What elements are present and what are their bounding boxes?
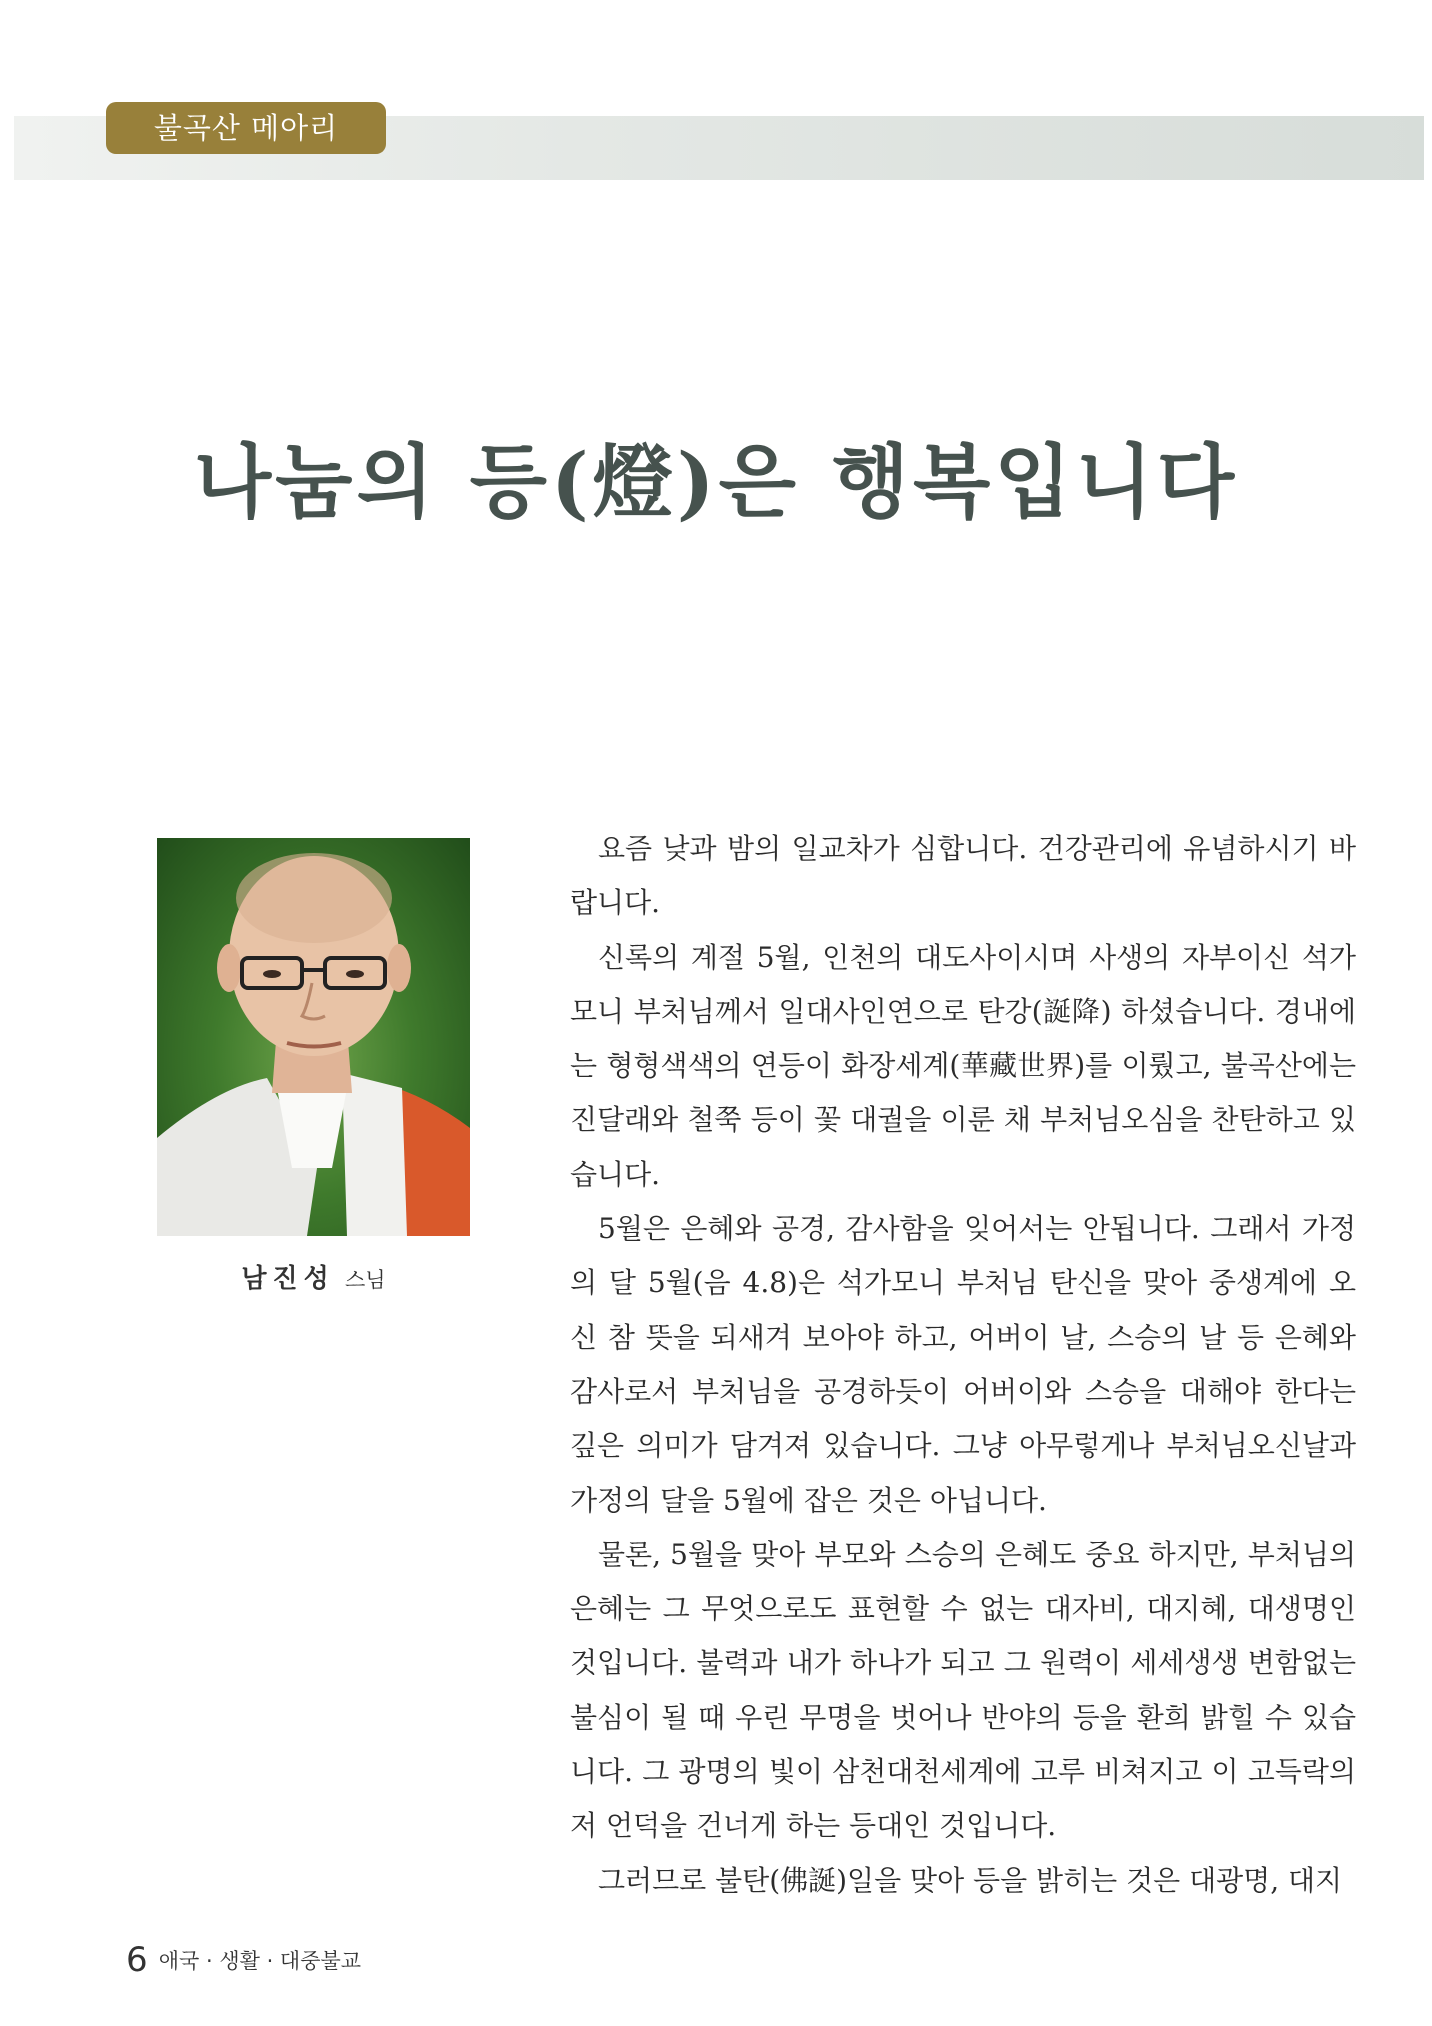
author-name: 남진성	[241, 1264, 335, 1294]
footer-text: 애국 · 생활 · 대중불교	[158, 1949, 362, 1973]
body-paragraph: 신록의 계절 5월, 인천의 대도사이시며 사생의 자부이신 석가모니 부처님께서 일대사인연으로 탄강(誕降) 하셨습니다. 경내에는 형형색색의 연등이 화장세계(華藏世界)를 이뤘고, 불곡산에는 진달래와 철쭉 등이 꽃 대궐을 이룬 채 부처님오심을 찬탄하고 있습니다.	[570, 940, 1356, 1191]
body-paragraph: 그러므로 불탄(佛誕)일을 맞아 등을 밝히는 것은 대광명, 대지	[598, 1863, 1343, 1897]
body-paragraph: 요즘 낮과 밤의 일교차가 심합니다. 건강관리에 유념하시기 바랍니다.	[570, 832, 1356, 920]
article-body	[570, 822, 1356, 1908]
author-suffix: 스님	[345, 1268, 386, 1292]
article-title: 나눔의 등(燈)은 행복입니다	[193, 435, 1239, 529]
author-portrait-image	[157, 838, 470, 1236]
section-label: 불곡산 메아리	[106, 102, 386, 154]
author-caption	[157, 1258, 470, 1295]
body-paragraph: 5월은 은혜와 공경, 감사함을 잊어서는 안됩니다. 그래서 가정의 달 5월(음 4.8)은 석가모니 부처님 탄신을 맞아 중생계에 오신 참 뜻을 되새겨 보아야 하고, 어버이 날, 스승의 날 등 은혜와 감사로서 부처님을 공경하듯이 어버이와 스승을 대해야 한다는 깊은 의미가 담겨져 있습니다. 그냥 아무렇게나 부처님오신날과 가정의 달을 5월에 잡은 것은 아닙니다.	[570, 1212, 1356, 1517]
body-paragraph: 물론, 5월을 맞아 부모와 스승의 은혜도 중요 하지만, 부처님의 은혜는 그 무엇으로도 표현할 수 없는 대자비, 대지혜, 대생명인 것입니다. 불력과 내가 하나가 되고 그 원력이 세세생생 변함없는 불심이 될 때 우린 무명을 벗어나 반야의 등을 환희 밝힐 수 있습니다. 그 광명의 빛이 삼천대천세계에 고루 비쳐지고 이 고득락의 저 언덕을 건너게 하는 등대인 것입니다.	[570, 1537, 1356, 1843]
page-footer	[126, 1940, 361, 1980]
page-number: 6	[126, 1940, 148, 1980]
author-photo	[157, 838, 470, 1236]
